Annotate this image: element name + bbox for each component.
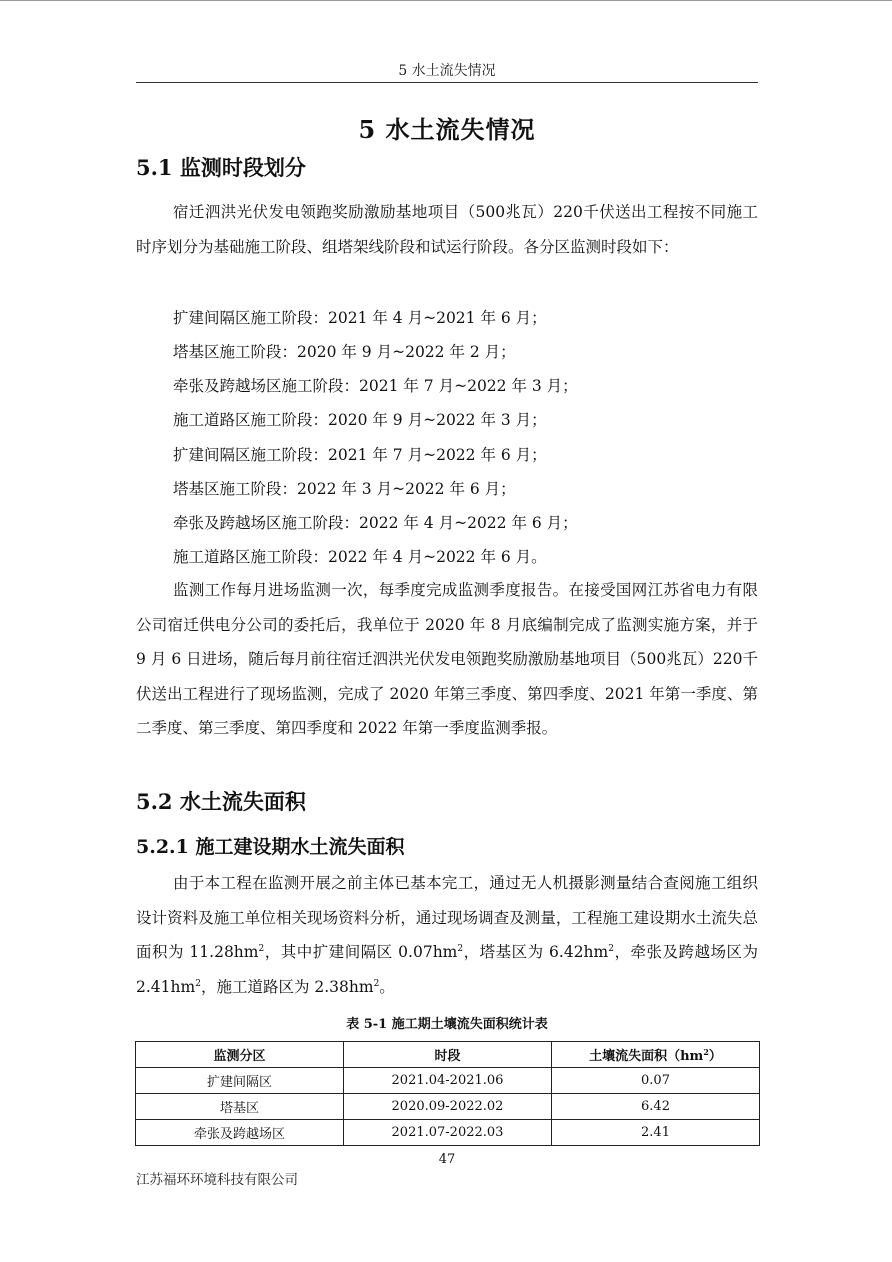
running-header: 5 水土流失情况: [398, 63, 496, 79]
table-header-row: [136, 1042, 760, 1068]
table-row: [136, 1068, 760, 1094]
list-item: 扩建间隔区施工阶段：2021 年 7 月~2022 年 6 月；: [173, 446, 547, 464]
list-item: 扩建间隔区施工阶段：2021 年 4 月~2021 年 6 月；: [173, 309, 547, 327]
list-item: 牵张及跨越场区施工阶段：2021 年 7 月~2022 年 3 月；: [173, 377, 578, 395]
table-cell: 2021.04-2021.06: [344, 1068, 552, 1094]
table-cell: 2.41: [552, 1120, 760, 1146]
monitoring-paragraph: 监测工作每月进场监测一次，每季度完成监测季度报告。在接受国网江苏省电力有限公司宿迁供电分公司的委托后，我单位于 2020 年 8 月底编制完成了监测实施方案，并于 9 月 6 日进场，随后每月前往宿迁泗洪光伏发电领跑奖励激励基地项目（500兆瓦）220千伏送出工程进行了现场监测，完成了 2020 年第三季度、第四季度、2021 年第一季度、第二季度、第三季度、第四季度和 2022 年第一季度监测季报。: [136, 581, 758, 737]
page-number: 47: [438, 1152, 456, 1167]
table-row: [136, 1094, 760, 1120]
erosion-area-paragraph: 由于本工程在监测开展之前主体已基本完工，通过无人机摄影测量结合查阅施工组织设计资料及施工单位相关现场资料分析，通过现场调查及测量，工程施工建设期水土流失总面积为 $11.28hm^2$，其中扩建间隔区 $0.07hm^2$，塔基区为 $6.42hm^2$，牵张及跨越场区为 $2.41hm^2$，施工道路区为 $2.38hm^2$。: [136, 874, 758, 996]
table-row: [136, 1120, 760, 1146]
table-cell: 2021.07-2022.03: [344, 1120, 552, 1146]
table-cell: 6.42: [552, 1094, 760, 1120]
list-item: 塔基区施工阶段：2022 年 3 月~2022 年 6 月；: [173, 480, 516, 498]
section-heading-5-1: 5.1 监测时段划分: [136, 155, 306, 180]
subsection-heading-5-2-1: 5.2.1 施工建设期水土流失面积: [136, 836, 405, 858]
table-cell: 塔基区: [136, 1094, 344, 1120]
table-cell: 牵张及跨越场区: [136, 1120, 344, 1146]
table-caption: 表 5-1 施工期土壤流失面积统计表: [346, 1017, 548, 1032]
chapter-title: 5 水土流失情况: [358, 115, 536, 144]
top-border: [0, 0, 892, 1]
list-item: 塔基区施工阶段：2020 年 9 月~2022 年 2 月；: [173, 343, 516, 361]
column-header: 监测分区: [136, 1042, 344, 1068]
column-header: 时段: [344, 1042, 552, 1068]
section-heading-5-2: 5.2 水土流失面积: [136, 789, 306, 814]
list-item: 施工道路区施工阶段：2022 年 4 月~2022 年 6 月。: [173, 548, 547, 566]
header-rule: [136, 82, 758, 83]
erosion-area-table: [135, 1041, 760, 1146]
footer-company: 江苏福环环境科技有限公司: [136, 1172, 298, 1188]
table-cell: 2020.09-2022.02: [344, 1094, 552, 1120]
table-cell: 扩建间隔区: [136, 1068, 344, 1094]
list-item: 牵张及跨越场区施工阶段：2022 年 4 月~2022 年 6 月；: [173, 514, 578, 532]
column-header: 土壤流失面积$(hm^2)$: [552, 1042, 760, 1068]
list-item: 施工道路区施工阶段：2020 年 9 月~2022 年 3 月；: [173, 411, 547, 429]
intro-paragraph: 宿迁泗洪光伏发电领跑奖励激励基地项目（500兆瓦）220千伏送出工程按不同施工时序划分为基础施工阶段、组塔架线阶段和试运行阶段。各分区监测时段如下：: [136, 203, 758, 256]
table-cell: 0.07: [552, 1068, 760, 1094]
